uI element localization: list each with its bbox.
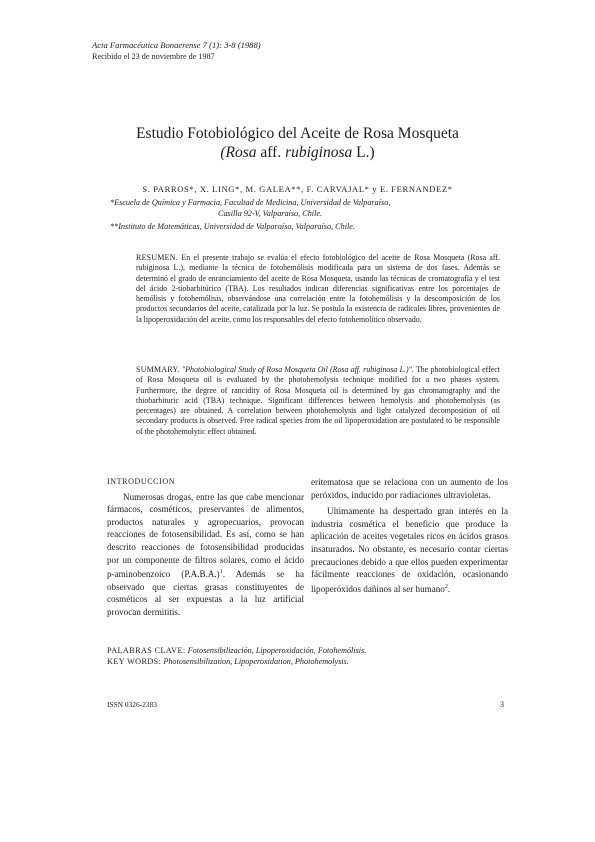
intro-right-column [311, 476, 508, 595]
intro-left-column [107, 476, 304, 619]
abstract-spanish-label: RESUMEN. [136, 253, 179, 262]
intro-paragraph-continued: eritematosa que se relaciona con un aumento de los peróxidos, inducido por radiaciones ultravioletas. [311, 477, 508, 500]
affiliation-1-line-1: *Escuela de Química y Farmacia, Facultad de Medicina, Universidad de Valparaíso, [110, 198, 391, 207]
author-list: S. PARROS*, X. LING*, M. GALEA**, F. CARVAJAL* y E. FERNANDEZ* [142, 184, 453, 194]
section-heading-introduccion: INTRODUCCION [107, 477, 176, 486]
intro-paragraph-1: Numerosas drogas, entre las que cabe mencionar fármacos, cosméticos, preservantes de alimentos, productos naturales y agropecuarios, provocan reacciones de fotosensibilidad. Es así, como se han descrito reacciones de fotosensibilidad producidas por un componente de filtros solares, como el ácido p-aminobenzoico $(P.A.B.A.)^1$. Además se ha observado que ciertas grasas constituyentes de cosméticos al ser expuestas a la luz artificial provocan dermititis. [107, 491, 304, 617]
abstract-spanish-text: En el presente trabajo se evalúa el efecto fotobiológico del aceite de Rosa Mosqueta (Rosa aff. rubiginosa L.), mediante la técnica de fotohemólisis modificada para un sistema de dos fases. Además se determinó el grado de enranciamiento del aceite de Rosa Mosqueta, usando las técnicas de cromatografía y el test del ácido 2-tiobarbitúrico (TBA). Los resultados indican diferencias significativas entre los porcentajes de hemólisis y fotohemólisis, observándose una correlación entre la fotohemólisis y la descomposición de los productos secundarios del aceite, catalizada por la luz. Se postula la existencia de radicales libres, provenientes de la lipoperoxidación del aceite, como los responsables del efecto fotohemolítico observado. [136, 253, 500, 324]
received-date: Recibido el 23 de noviembre de 1987 [92, 52, 215, 61]
abstract-english [136, 365, 500, 437]
keywords-spanish: PALABRAS CLAVE: Fotosensibilización, Lipoperoxidación, Fotohemólisis. [107, 646, 367, 655]
title-main: Estudio Fotobiológico del Aceite de Rosa Mosqueta [136, 125, 459, 142]
abstract-english-text: The photobiological effect of Rosa Mosqueta oil is evaluated by the photohemolysis technique modified for a two phases system. Furthermore, the degree of rancidity of Rosa Mosqueta oil is determined by gas chromatography and the thiobarbituric acid (TBA) technique. Significant differences between hemolysis and photohemolysis (as percentages) are obtained. A correlation between photohemolysis and light catalyzed decomposition of oil secondary products is observed. Free radical species from the oil lipoperoxidation are postulated to be responsible of the photohemolytic effect obtained. [136, 365, 500, 436]
page-number: 3 [500, 700, 504, 709]
abstract-english-label: SUMMARY. [136, 365, 180, 374]
abstract-english-title: "Photobiological Study of Rosa Mosqueta Oil (Rosa aff. rubiginosa L.)". [179, 365, 414, 374]
keywords-english: KEY WORDS: Photosensibilization, Lipoperoxidation, Photohemolysis. [107, 657, 349, 666]
intro-paragraph-2: Ultimamente ha despertado gran interés en la industria cosmética el beneficio que produce la aplicación de aceites vegetales ricos en ácidos grasos insaturados. No obstante, es necesario contar ciertas precauciones debido a que ellos pueden experimentar fácilmente reacciones de oxidación, ocasionando lipoperóxidos dañinos al ser humano$^2$. [311, 506, 508, 594]
keywords-block [107, 645, 507, 667]
title-species: (Rosa aff. rubiginosa L.) [220, 144, 375, 161]
abstract-spanish [136, 253, 500, 325]
issn-number: ISSN 0326-2383 [107, 700, 157, 709]
journal-citation: Acta Farmacéutica Bonaerense 7 (1): 3-8 (1988) [92, 40, 261, 50]
affiliation-1-line-2: Casilla 92-V, Valparaíso, Chile. [218, 209, 323, 218]
affiliation-2: **Instituto de Matemáticas, Universidad de Valparaíso, Valparaíso, Chile. [110, 222, 355, 231]
affiliation-1 [110, 197, 530, 219]
article-title [40, 124, 555, 162]
